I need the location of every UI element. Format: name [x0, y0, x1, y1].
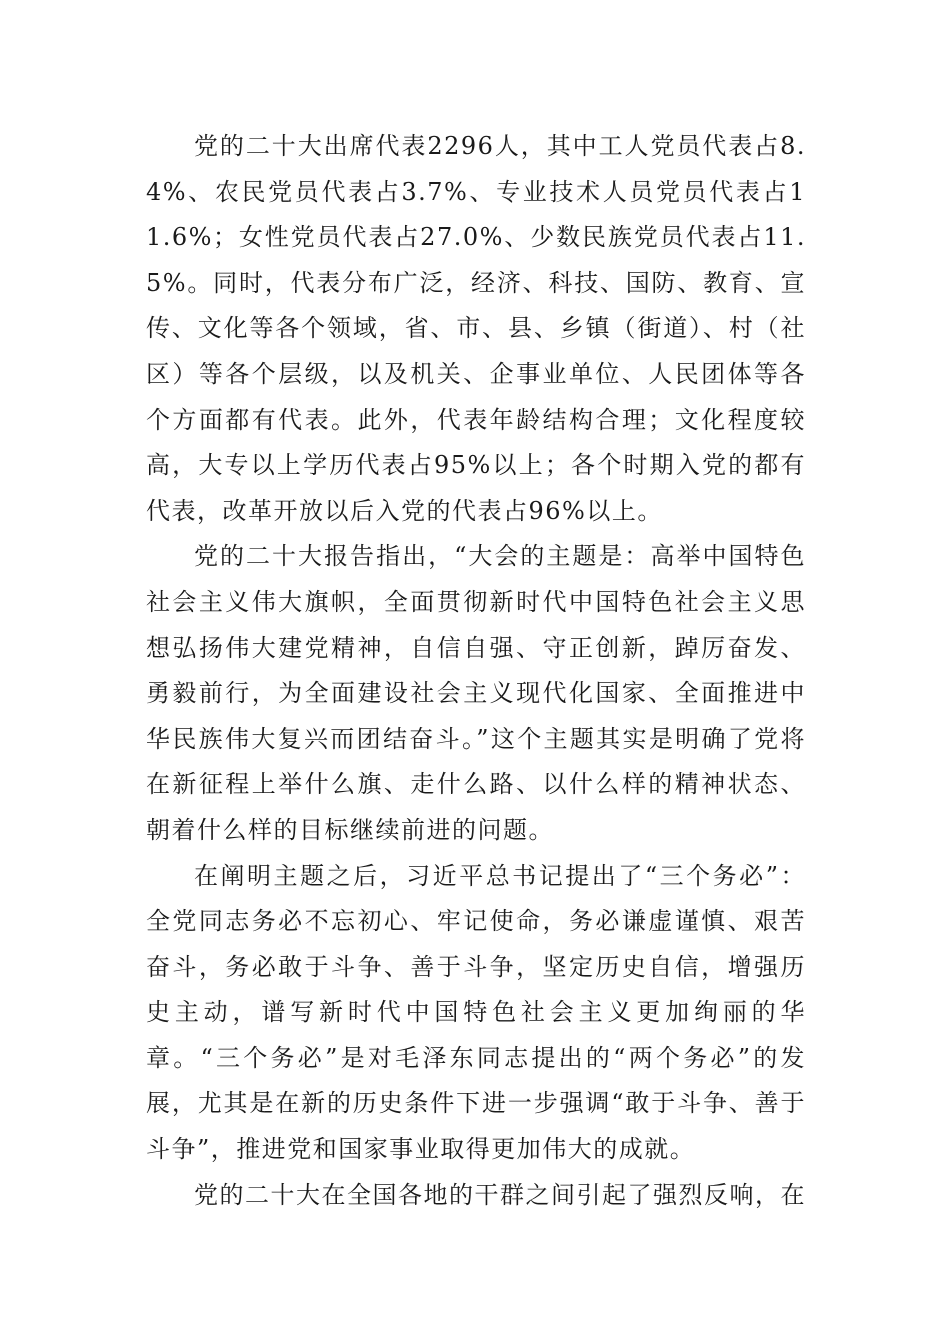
paragraph-delegates: 党的二十大出席代表2296人，其中工人党员代表占8.4%、农民党员代表占3.7%、专业技术人员党员代表占11.6%；女性党员代表占27.0%、少数民族党员代表占11.5%。同时，代表分布广泛，经济、科技、国防、教育、宣传、文化等各个领域，省、市、县、乡镇（街道）、村（社区）等各个层级，以及机关、企事业单位、人民团体等各个方面都有代表。此外，代表年龄结构合理；文化程度较高，大专以上学历代表占95%以上；各个时期入党的都有代表，改革开放以后入党的代表占96%以上。 [146, 132, 806, 525]
paragraph-public-response: 党的二十大在全国各地的干群之间引起了强烈反响，在 [194, 1180, 806, 1209]
paragraph-congress-theme: 党的二十大报告指出，“大会的主题是：高举中国特色社会主义伟大旗帜，全面贯彻新时代中国特色社会主义思想弘扬伟大建党精神，自信自强、守正创新，踔厉奋发、勇毅前行，为全面建设社会主义现代化国家、全面推进中华民族伟大复兴而团结奋斗。”这个主题其实是明确了党将在新征程上举什么旗、走什么路、以什么样的精神状态、朝着什么样的目标继续前进的问题。 [146, 542, 806, 844]
document-body [146, 124, 806, 1218]
paragraph-three-musts: 在阐明主题之后，习近平总书记提出了“三个务必”：全党同志务必不忘初心、牢记使命，务必谦虚谨慎、艰苦奋斗，务必敢于斗争、善于斗争，坚定历史自信，增强历史主动，谱写新时代中国特色社会主义更加绚丽的华章。“三个务必”是对毛泽东同志提出的“两个务必”的发展，尤其是在新的历史条件下进一步强调“敢于斗争、善于斗争”，推进党和国家事业取得更加伟大的成就。 [146, 861, 806, 1164]
